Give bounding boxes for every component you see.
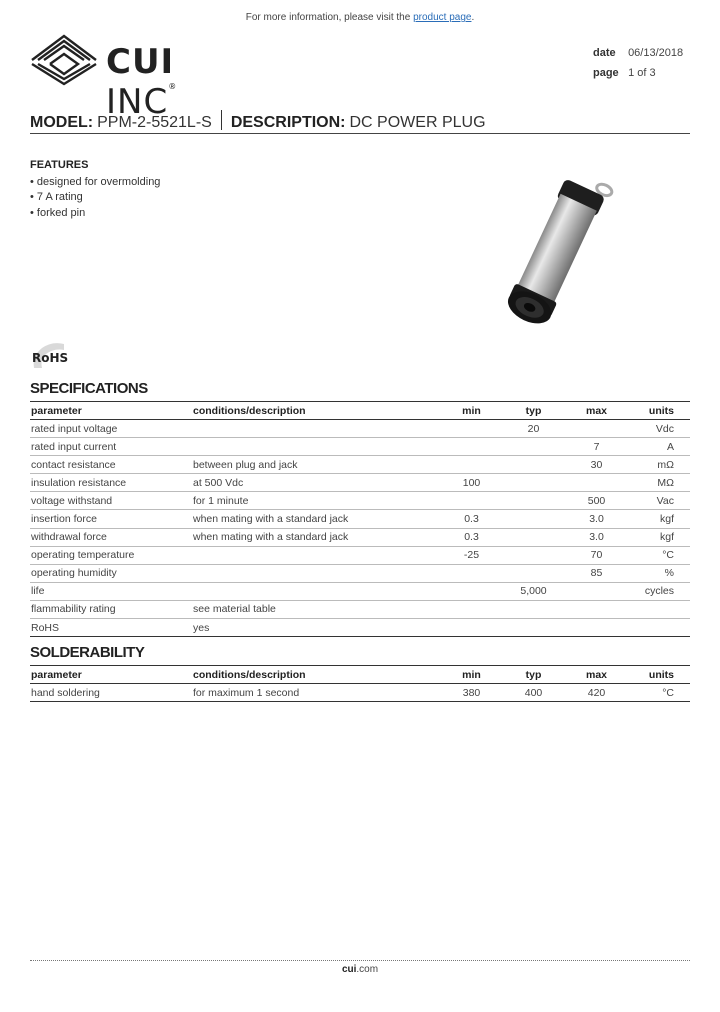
table-cell: [502, 564, 564, 582]
rohs-badge: [30, 340, 70, 375]
date-value: 06/13/2018: [628, 47, 684, 59]
column-header: max: [564, 402, 628, 420]
table-cell: flammability rating: [30, 600, 192, 618]
table-cell: °C: [628, 684, 690, 702]
table-cell: 380: [440, 684, 502, 702]
footer-site-bold: cui: [341, 964, 357, 975]
table-cell: withdrawal force: [30, 528, 192, 546]
table-cell: 500: [564, 492, 628, 510]
table-cell: A: [628, 438, 690, 456]
table-cell: at 500 Vdc: [192, 474, 440, 492]
table-cell: 0.3: [440, 528, 502, 546]
table-cell: 400: [502, 684, 564, 702]
column-header: min: [440, 402, 502, 420]
footer-divider: [30, 960, 690, 961]
column-header: conditions/description: [192, 402, 440, 420]
cui-logo-mark-icon: [30, 34, 100, 86]
table-cell: between plug and jack: [192, 456, 440, 474]
table-cell: insulation resistance: [30, 474, 192, 492]
column-header: units: [628, 402, 690, 420]
table-cell: [440, 456, 502, 474]
column-header: parameter: [30, 666, 192, 684]
table-row: [30, 619, 690, 637]
table-cell: Vdc: [628, 420, 690, 438]
table-cell: contact resistance: [30, 456, 192, 474]
table-cell: 20: [502, 420, 564, 438]
top-info-note: [0, 12, 720, 23]
table-cell: see material table: [192, 600, 440, 618]
specifications-body: [30, 420, 690, 637]
table-row: [30, 492, 690, 510]
table-cell: [192, 582, 440, 600]
specifications-table: [30, 401, 690, 637]
table-cell: rated input current: [30, 438, 192, 456]
table-cell: [564, 619, 628, 637]
column-header: parameter: [30, 402, 192, 420]
table-cell: [502, 619, 564, 637]
table-row: [30, 510, 690, 528]
table-cell: 3.0: [564, 510, 628, 528]
feature-item: • forked pin: [30, 206, 86, 219]
table-cell: rated input voltage: [30, 420, 192, 438]
table-cell: hand soldering: [30, 684, 192, 702]
table-cell: voltage withstand: [30, 492, 192, 510]
registered-mark: ®: [168, 82, 178, 91]
cui-logo: [30, 34, 250, 122]
description-label: DESCRIPTION:: [230, 114, 346, 131]
table-cell: mΩ: [628, 456, 690, 474]
feature-item: • designed for overmolding: [30, 175, 161, 188]
table-cell: [192, 546, 440, 564]
table-row: [30, 474, 690, 492]
features-section: [30, 158, 160, 221]
table-cell: [502, 510, 564, 528]
features-heading: FEATURES: [30, 159, 89, 171]
table-cell: [502, 456, 564, 474]
table-cell: operating humidity: [30, 564, 192, 582]
table-cell: 30: [564, 456, 628, 474]
table-cell: [502, 528, 564, 546]
table-cell: [440, 564, 502, 582]
solderability-title: SOLDERABILITY: [30, 644, 145, 661]
table-cell: 3.0: [564, 528, 628, 546]
feature-item: • 7 A rating: [30, 191, 83, 203]
table-row: [30, 684, 690, 702]
page-value: 1 of 3: [628, 67, 656, 79]
rohs-badge-text: RoHS: [32, 351, 69, 365]
table-row: [30, 420, 690, 438]
table-cell: °C: [628, 546, 690, 564]
table-cell: RoHS: [30, 619, 192, 637]
table-cell: 420: [564, 684, 628, 702]
column-header: typ: [502, 666, 564, 684]
table-cell: [440, 619, 502, 637]
table-row: [30, 582, 690, 600]
table-row: [30, 600, 690, 618]
table-cell: Vac: [628, 492, 690, 510]
logo-brand-bold: CUI: [106, 42, 175, 82]
column-header: conditions/description: [192, 666, 440, 684]
table-cell: [192, 564, 440, 582]
table-cell: [564, 474, 628, 492]
specifications-title: SPECIFICATIONS: [30, 380, 148, 397]
table-cell: when mating with a standard jack: [192, 528, 440, 546]
document-meta: [593, 43, 683, 83]
table-cell: [440, 420, 502, 438]
title-divider: [221, 110, 222, 130]
table-cell: [564, 420, 628, 438]
table-cell: [502, 492, 564, 510]
table-cell: when mating with a standard jack: [192, 510, 440, 528]
table-cell: 70: [564, 546, 628, 564]
table-cell: [440, 600, 502, 618]
product-image: [460, 168, 650, 338]
table-cell: 5,000: [502, 582, 564, 600]
rohs-icon: [30, 340, 70, 372]
table-cell: life: [30, 582, 192, 600]
table-cell: cycles: [628, 582, 690, 600]
dc-power-plug-icon: [460, 168, 650, 338]
footer: [0, 964, 720, 975]
table-cell: kgf: [628, 510, 690, 528]
solderability-body: [30, 684, 690, 702]
footer-site-rest: .com: [356, 964, 379, 975]
table-header-row: [30, 666, 690, 684]
table-cell: [440, 438, 502, 456]
table-cell: insertion force: [30, 510, 192, 528]
solderability-table: [30, 665, 690, 702]
table-cell: MΩ: [628, 474, 690, 492]
table-cell: [628, 600, 690, 618]
model-value: PPM-2-5521L-S: [97, 114, 212, 131]
model-label: MODEL:: [30, 114, 94, 131]
column-header: min: [440, 666, 502, 684]
table-cell: 100: [440, 474, 502, 492]
table-row: [30, 546, 690, 564]
column-header: units: [628, 666, 690, 684]
table-row: [30, 564, 690, 582]
model-title-bar: [30, 110, 690, 134]
table-row: [30, 456, 690, 474]
table-cell: [440, 492, 502, 510]
table-cell: [628, 619, 690, 637]
table-cell: for maximum 1 second: [192, 684, 440, 702]
table-cell: [564, 600, 628, 618]
table-row: [30, 528, 690, 546]
column-header: typ: [502, 402, 564, 420]
table-cell: operating temperature: [30, 546, 192, 564]
info-note-text: For more information, please visit the: [245, 12, 411, 23]
table-cell: [192, 438, 440, 456]
column-header: max: [564, 666, 628, 684]
table-cell: [502, 438, 564, 456]
table-cell: [440, 582, 502, 600]
table-cell: kgf: [628, 528, 690, 546]
table-cell: yes: [192, 619, 440, 637]
table-cell: [502, 546, 564, 564]
table-cell: 7: [564, 438, 628, 456]
table-cell: [192, 420, 440, 438]
table-cell: %: [628, 564, 690, 582]
table-cell: [564, 582, 628, 600]
table-cell: 85: [564, 564, 628, 582]
info-note-end: .: [471, 12, 475, 23]
description-value: DC POWER PLUG: [349, 114, 486, 131]
table-cell: 0.3: [440, 510, 502, 528]
date-label: date: [593, 47, 616, 59]
table-cell: [502, 474, 564, 492]
product-page-link[interactable]: product page: [413, 12, 472, 23]
page-label: page: [593, 67, 619, 79]
table-cell: for 1 minute: [192, 492, 440, 510]
table-header-row: [30, 402, 690, 420]
table-row: [30, 438, 690, 456]
table-cell: [502, 600, 564, 618]
table-cell: -25: [440, 546, 502, 564]
logo-brand-light: INC: [106, 82, 169, 122]
